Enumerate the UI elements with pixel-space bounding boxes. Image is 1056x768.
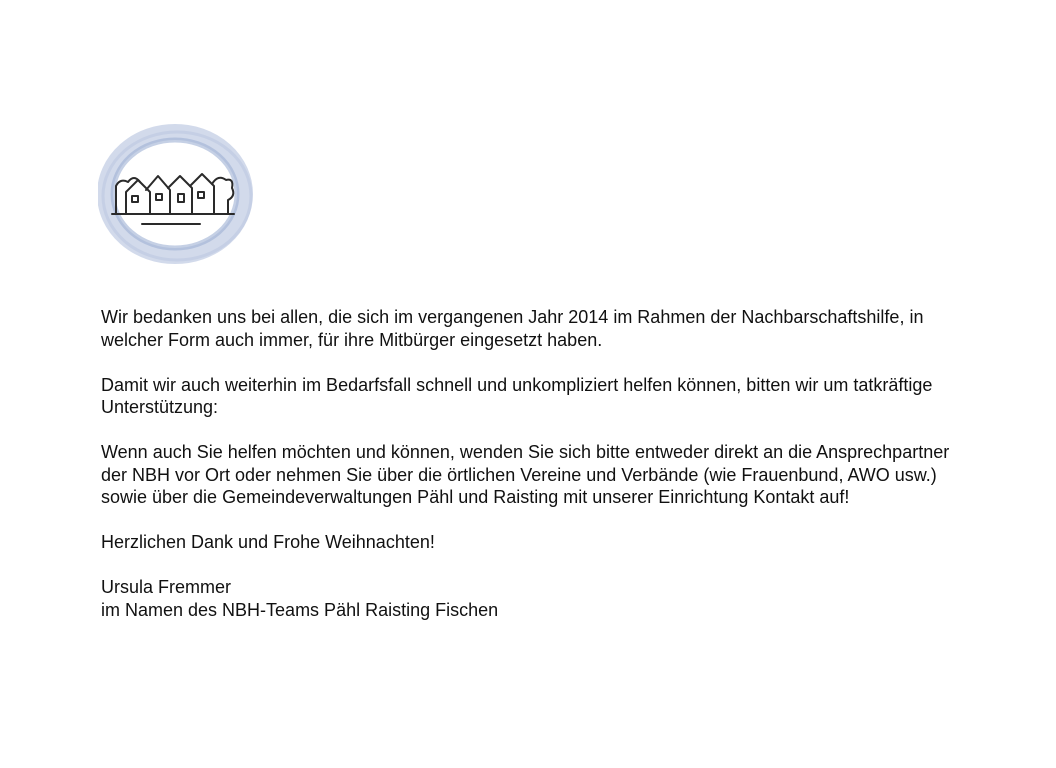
signature-name: Ursula Fremmer: [101, 577, 232, 597]
paragraph-contact: Wenn auch Sie helfen möchten und können, wenden Sie sich bitte entweder direkt an die Ansprechpartner der NBH vor Ort oder nehmen Sie über die örtlichen Vereine und Verbände (wie Frauenbund, AWO usw.) sowie über die Gemeindeverwaltungen Pähl und Raisting mit unserer Einrichtung Kontakt auf!: [101, 442, 950, 507]
letter-body: [101, 306, 961, 621]
signature: [101, 576, 961, 621]
nbh-logo: [98, 122, 458, 272]
paragraph-support: Damit wir auch weiterhin im Bedarfsfall schnell und unkompliziert helfen können, bitten wir um tatkräftige Unterstützung:: [101, 374, 933, 417]
paragraph-thanks: Wir bedanken uns bei allen, die sich im vergangenen Jahr 2014 im Rahmen der Nachbarschaftshilfe, in welcher Form auch immer, für ihre Mitbürger eingesetzt haben.: [101, 307, 924, 350]
closing-line: Herzlichen Dank und Frohe Weihnachten!: [101, 532, 435, 552]
signature-team: im Namen des NBH-Teams Pähl Raisting Fischen: [101, 599, 499, 620]
logo-graphic: [98, 122, 458, 272]
houses-icon: [112, 174, 234, 224]
